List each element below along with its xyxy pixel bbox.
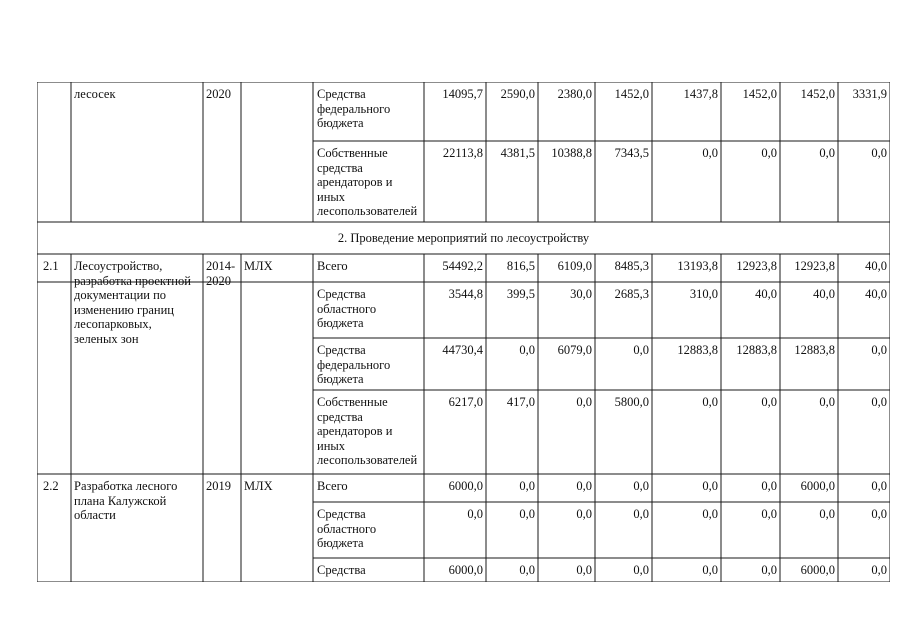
amount-cell: 1452,0 — [742, 87, 777, 101]
amount-cell: 6079,0 — [557, 343, 592, 357]
amount-cell: 44730,4 — [442, 343, 483, 357]
amount-cell: 1452,0 — [800, 87, 835, 101]
amount-cell: 1452,0 — [614, 87, 649, 101]
amount-cell: 0,0 — [519, 479, 535, 493]
funding-source: Средства областного бюджета — [317, 287, 377, 331]
amount-cell: 0,0 — [761, 479, 777, 493]
amount-cell: 7343,5 — [614, 146, 649, 160]
row-number: 2.2 — [43, 479, 59, 493]
amount-cell: 399,5 — [506, 287, 535, 301]
amount-cell: 2685,3 — [614, 287, 649, 301]
amount-cell: 0,0 — [871, 563, 887, 577]
amount-cell: 13193,8 — [677, 259, 718, 273]
amount-cell: 12883,8 — [736, 343, 777, 357]
amount-cell: 14095,7 — [442, 87, 483, 101]
amount-cell: 0,0 — [702, 507, 718, 521]
amount-cell: 2590,0 — [500, 87, 535, 101]
amount-cell: 0,0 — [819, 395, 835, 409]
amount-cell: 8485,3 — [614, 259, 649, 273]
amount-cell: 40,0 — [755, 287, 777, 301]
amount-cell: 40,0 — [865, 287, 887, 301]
amount-cell: 0,0 — [467, 507, 483, 521]
period: 2020 — [206, 87, 231, 101]
amount-cell: 0,0 — [633, 343, 649, 357]
amount-cell: 0,0 — [761, 395, 777, 409]
funding-source: Всего — [317, 479, 348, 493]
amount-cell: 12883,8 — [794, 343, 835, 357]
amount-cell: 0,0 — [633, 507, 649, 521]
amount-cell: 816,5 — [506, 259, 535, 273]
funding-source: Собственные средства арендаторов и иных лесопользователей — [317, 146, 418, 219]
executor: МЛХ — [244, 479, 273, 493]
amount-cell: 0,0 — [871, 395, 887, 409]
measure-name: лесосек — [74, 87, 116, 101]
amount-cell: 0,0 — [633, 563, 649, 577]
amount-cell: 10388,8 — [551, 146, 592, 160]
amount-cell: 6000,0 — [448, 479, 483, 493]
amount-cell: 2380,0 — [557, 87, 592, 101]
amount-cell: 54492,2 — [442, 259, 483, 273]
amount-cell: 0,0 — [576, 479, 592, 493]
amount-cell: 0,0 — [702, 563, 718, 577]
amount-cell: 12883,8 — [677, 343, 718, 357]
funding-source: Средства федерального бюджета — [317, 343, 391, 387]
funding-source: Средства федерального бюджета — [317, 87, 391, 131]
amount-cell: 6000,0 — [800, 563, 835, 577]
amount-cell: 12923,8 — [736, 259, 777, 273]
amount-cell: 0,0 — [871, 507, 887, 521]
amount-cell: 0,0 — [702, 395, 718, 409]
amount-cell: 0,0 — [576, 507, 592, 521]
amount-cell: 0,0 — [633, 479, 649, 493]
amount-cell: 310,0 — [689, 287, 718, 301]
section-header: 2. Проведение мероприятий по лесоустройству — [337, 231, 590, 245]
amount-cell: 5800,0 — [614, 395, 649, 409]
amount-cell: 1437,8 — [683, 87, 718, 101]
amount-cell: 40,0 — [865, 259, 887, 273]
budget-table — [37, 82, 890, 582]
amount-cell: 0,0 — [871, 479, 887, 493]
executor: МЛХ — [244, 259, 273, 273]
amount-cell: 0,0 — [819, 507, 835, 521]
amount-cell: 0,0 — [761, 563, 777, 577]
amount-cell: 6217,0 — [448, 395, 483, 409]
funding-source: Средства областного бюджета — [317, 507, 377, 551]
amount-cell: 0,0 — [576, 395, 592, 409]
amount-cell: 6000,0 — [800, 479, 835, 493]
amount-cell: 0,0 — [871, 146, 887, 160]
amount-cell: 6000,0 — [448, 563, 483, 577]
amount-cell: 12923,8 — [794, 259, 835, 273]
amount-cell: 417,0 — [506, 395, 535, 409]
amount-cell: 0,0 — [702, 146, 718, 160]
amount-cell: 22113,8 — [442, 146, 483, 160]
amount-cell: 6109,0 — [557, 259, 592, 273]
amount-cell: 0,0 — [871, 343, 887, 357]
funding-source: Всего — [317, 259, 348, 273]
measure-name: Лесоустройство, разработка проектной документации по изменению границ лесопарковых, зеленых зон — [74, 259, 191, 346]
amount-cell: 0,0 — [761, 146, 777, 160]
period: 2014- 2020 — [206, 259, 236, 288]
amount-cell: 0,0 — [519, 563, 535, 577]
amount-cell: 0,0 — [519, 507, 535, 521]
period: 2019 — [206, 479, 231, 493]
funding-source: Средства — [317, 563, 366, 577]
row-number: 2.1 — [43, 259, 59, 273]
measure-name: Разработка лесного плана Калужской области — [74, 479, 178, 523]
amount-cell: 30,0 — [570, 287, 592, 301]
amount-cell: 4381,5 — [500, 146, 535, 160]
amount-cell: 0,0 — [576, 563, 592, 577]
amount-cell: 3544,8 — [448, 287, 483, 301]
amount-cell: 0,0 — [519, 343, 535, 357]
funding-source: Собственные средства арендаторов и иных лесопользователей — [317, 395, 418, 468]
amount-cell: 40,0 — [813, 287, 835, 301]
amount-cell: 3331,9 — [852, 87, 887, 101]
amount-cell: 0,0 — [702, 479, 718, 493]
amount-cell: 0,0 — [819, 146, 835, 160]
amount-cell: 0,0 — [761, 507, 777, 521]
